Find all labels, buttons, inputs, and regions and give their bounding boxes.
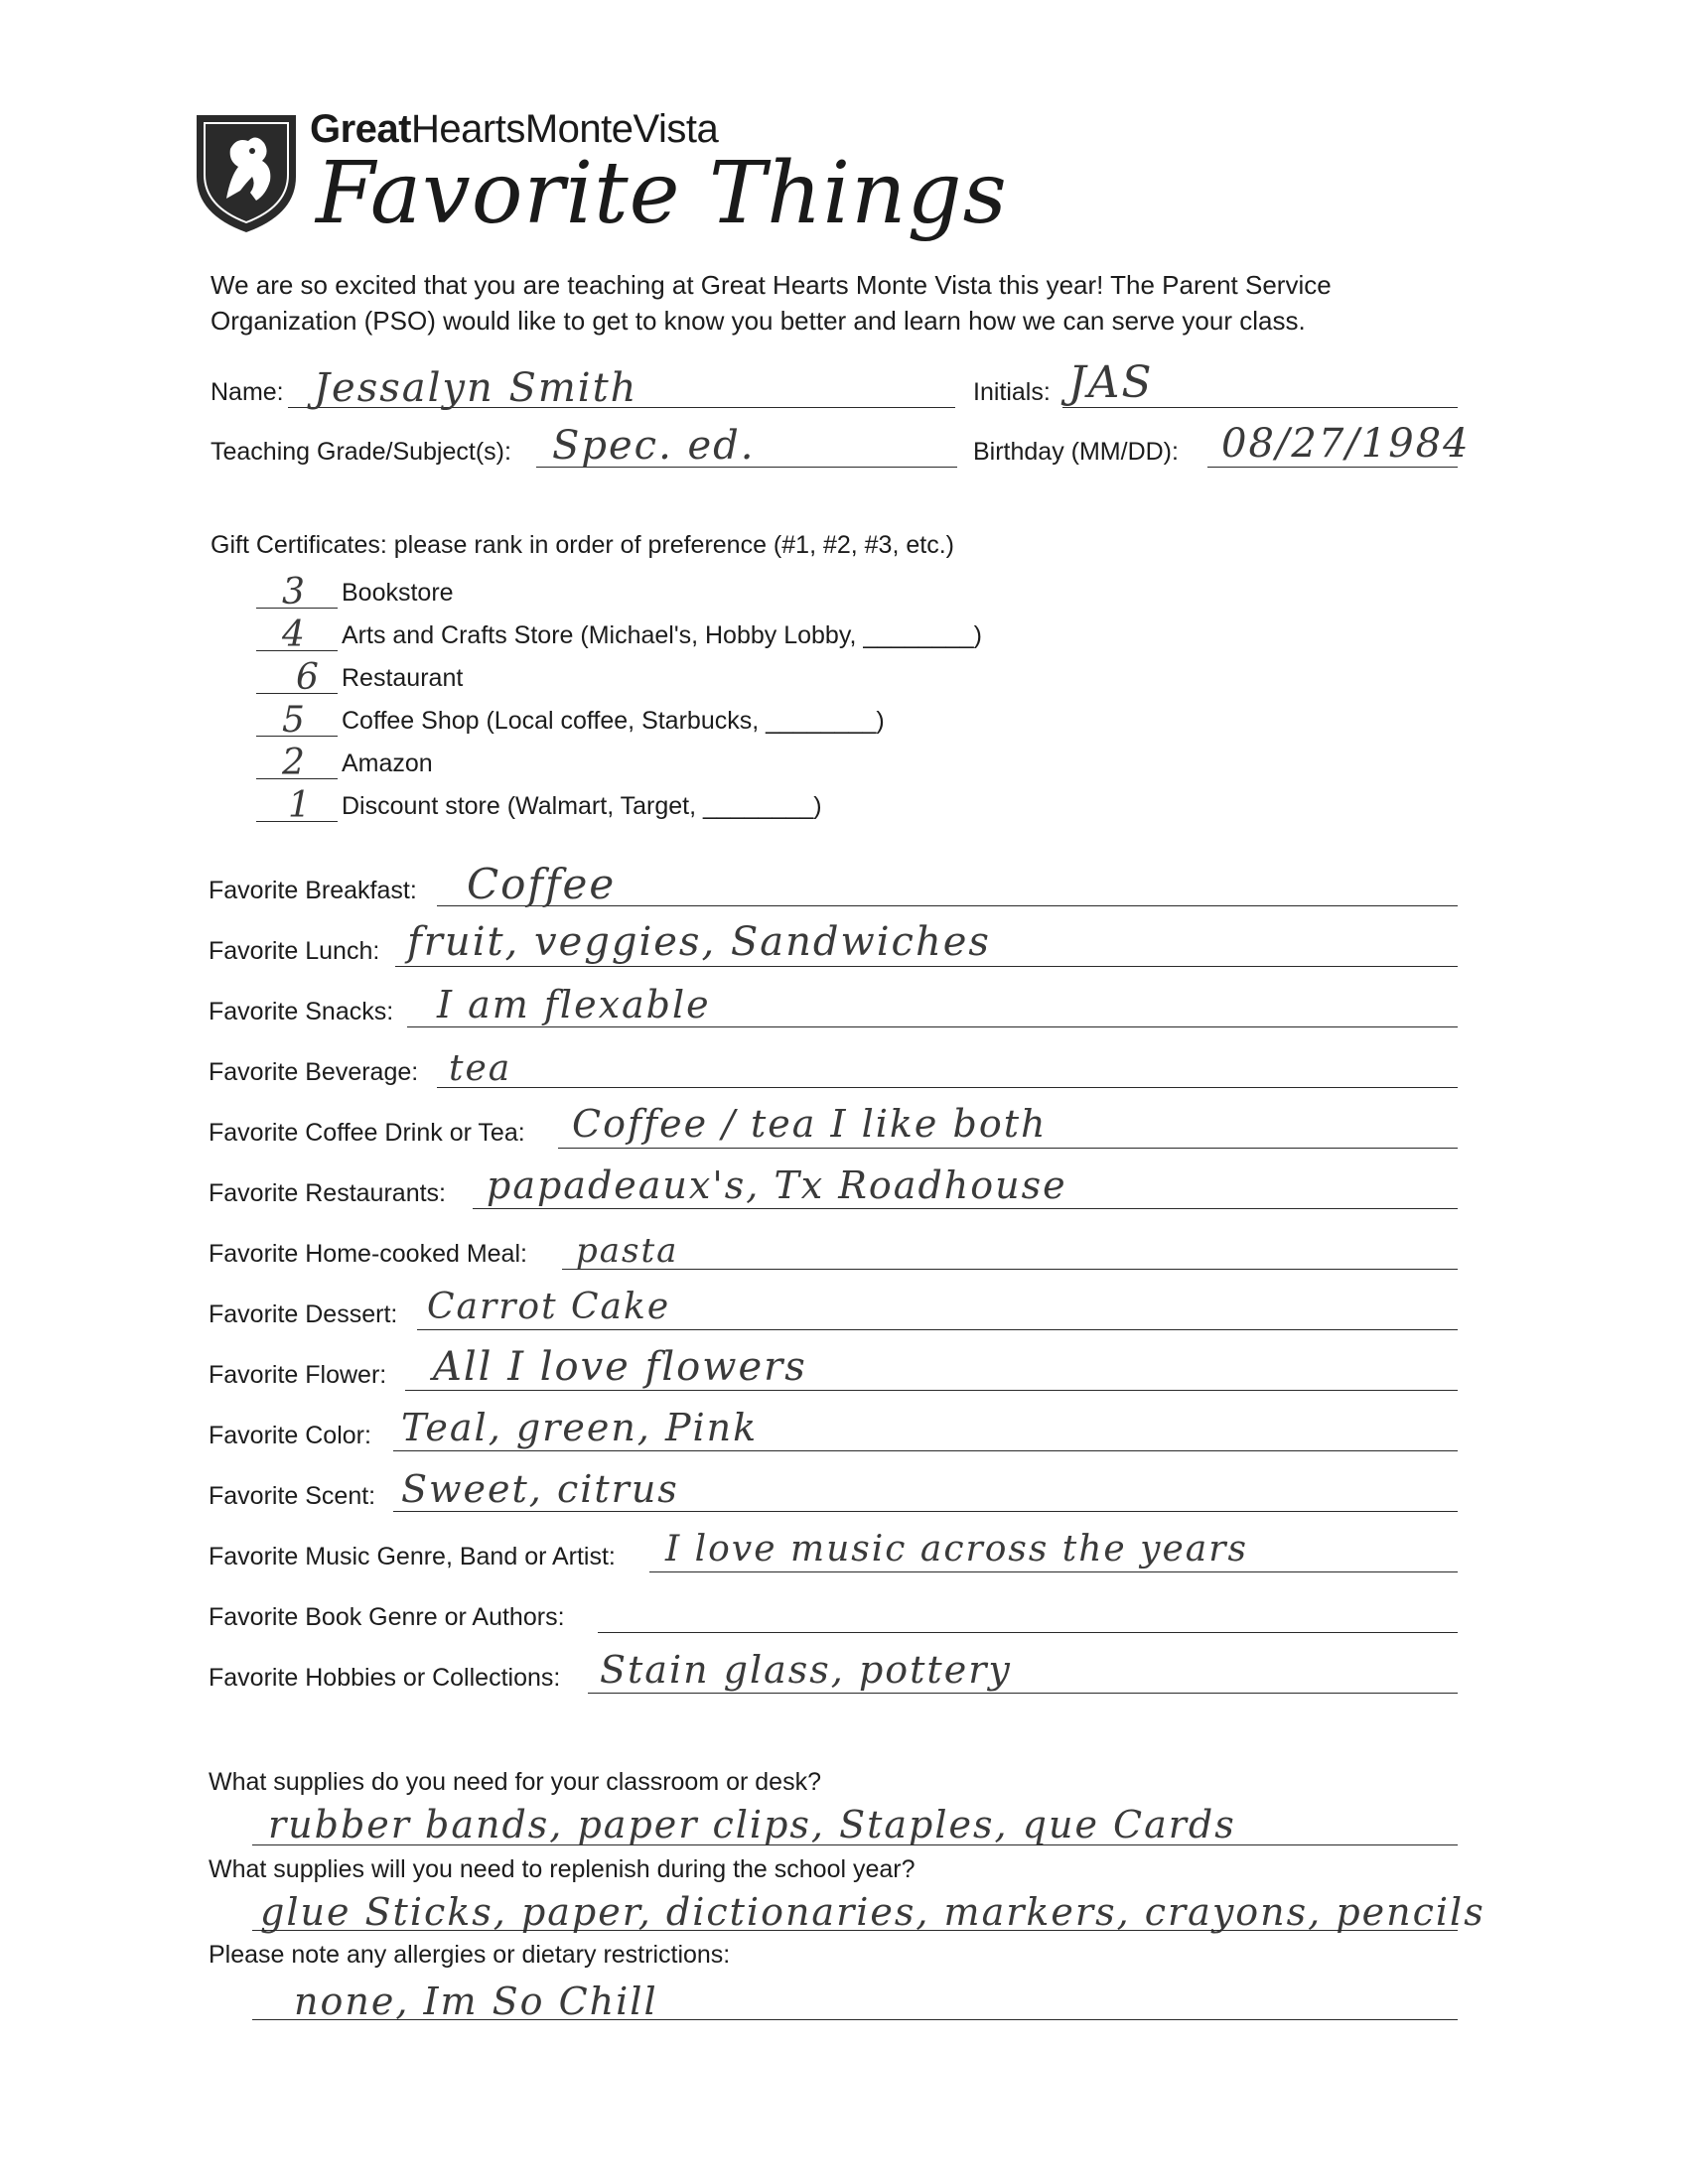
gift-item-label: Restaurant [342,664,464,692]
brand-bold: Great [310,107,411,151]
lion-shield-crest-icon [191,107,302,236]
favorite-line [407,1026,1458,1027]
birthday-line [1207,467,1458,468]
gift-item-label: Bookstore [342,579,454,607]
favorite-label: Favorite Book Genre or Authors: [209,1603,565,1631]
page-title: Favorite Things [316,144,1008,243]
favorite-line [393,1511,1458,1512]
brand-rest: HeartsMonteVista [411,107,719,151]
favorite-value[interactable]: tea [449,1048,512,1089]
favorite-label: Favorite Scent: [209,1482,376,1510]
question-answer[interactable]: rubber bands, paper clips, Staples, que Cards [268,1803,1236,1846]
question-answer[interactable]: none, Im So Chill [294,1979,658,2023]
gift-rank-value[interactable]: 4 [282,614,307,655]
gift-rank-value[interactable]: 3 [282,572,307,613]
gift-rank-value[interactable]: 5 [282,700,307,741]
gift-rank-value[interactable]: 2 [282,743,307,783]
favorite-line [393,1450,1458,1451]
gift-item-label: Discount store (Walmart, Target, ________) [342,792,822,820]
intro-line-2: Organization (PSO) would like to get to know you better and learn how we can serve your class. [211,306,1306,336]
favorite-label: Favorite Coffee Drink or Tea: [209,1119,525,1147]
question-label: Please note any allergies or dietary restrictions: [209,1941,731,1969]
favorite-value[interactable]: I am flexable [437,983,711,1026]
favorite-label: Favorite Restaurants: [209,1179,446,1207]
favorite-line [395,966,1458,967]
favorite-line [558,1148,1458,1149]
favorite-value[interactable]: All I love flowers [433,1344,807,1390]
favorite-label: Favorite Lunch: [209,937,380,965]
favorite-line [588,1693,1458,1694]
favorite-value[interactable]: Teal, green, Pink [401,1406,759,1449]
favorite-line [473,1208,1458,1209]
question-label: What supplies do you need for your classroom or desk? [209,1768,821,1796]
gift-item-label: Coffee Shop (Local coffee, Starbucks, ________) [342,707,885,735]
favorite-line [562,1269,1458,1270]
favorite-value[interactable]: Sweet, citrus [401,1467,679,1511]
favorite-line [417,1329,1458,1330]
favorite-value[interactable]: papadeaux's, Tx Roadhouse [487,1163,1067,1207]
question-answer[interactable]: glue Sticks, paper, dictionaries, markers, crayons, pencils [260,1890,1485,1934]
favorite-value[interactable]: Stain glass, pottery [600,1648,1012,1692]
question-line [252,1930,1458,1931]
birthday-label: Birthday (MM/DD): [973,438,1179,466]
gift-rank-value[interactable]: 1 [288,785,313,826]
favorite-label: Favorite Music Genre, Band or Artist: [209,1543,616,1570]
favorite-label: Favorite Flower: [209,1361,387,1389]
gift-item-label: Arts and Crafts Store (Michael's, Hobby Lobby, ________) [342,621,982,649]
favorite-label: Favorite Home-cooked Meal: [209,1240,527,1268]
question-label: What supplies will you need to replenish during the school year? [209,1855,916,1883]
favorite-line [405,1390,1458,1391]
favorite-label: Favorite Hobbies or Collections: [209,1664,561,1692]
favorite-value[interactable]: fruit, veggies, Sandwiches [407,919,991,965]
initials-label: Initials: [973,378,1051,406]
favorite-line [649,1571,1458,1572]
favorite-label: Favorite Color: [209,1422,371,1449]
gift-item-label: Amazon [342,750,433,777]
gift-heading: Gift Certificates: please rank in order of preference (#1, #2, #3, etc.) [211,531,954,559]
grade-label: Teaching Grade/Subject(s): [211,438,511,466]
favorite-value[interactable]: Coffee [467,860,617,908]
favorite-value[interactable]: pasta [576,1231,679,1271]
name-value[interactable]: Jessalyn Smith [314,365,638,411]
favorite-value[interactable]: Coffee / tea I like both [572,1102,1048,1146]
favorite-line [437,1087,1458,1088]
birthday-value[interactable]: 08/27/1984 [1221,421,1471,467]
question-line [252,2019,1458,2020]
name-label: Name: [211,378,284,406]
initials-value[interactable]: JAS [1068,357,1154,408]
question-line [252,1844,1458,1845]
favorite-label: Favorite Dessert: [209,1300,398,1328]
gift-rank-value[interactable]: 6 [296,657,321,698]
intro-line-1: We are so excited that you are teaching at Great Hearts Monte Vista this year! The Parent Service [211,270,1332,300]
favorite-value[interactable]: I love music across the years [665,1529,1248,1570]
favorite-label: Favorite Snacks: [209,998,394,1025]
favorite-line [598,1632,1458,1633]
favorite-label: Favorite Breakfast: [209,877,417,904]
grade-value[interactable]: Spec. ed. [552,423,756,469]
favorite-label: Favorite Beverage: [209,1058,419,1086]
favorite-value[interactable]: Carrot Cake [427,1287,671,1327]
